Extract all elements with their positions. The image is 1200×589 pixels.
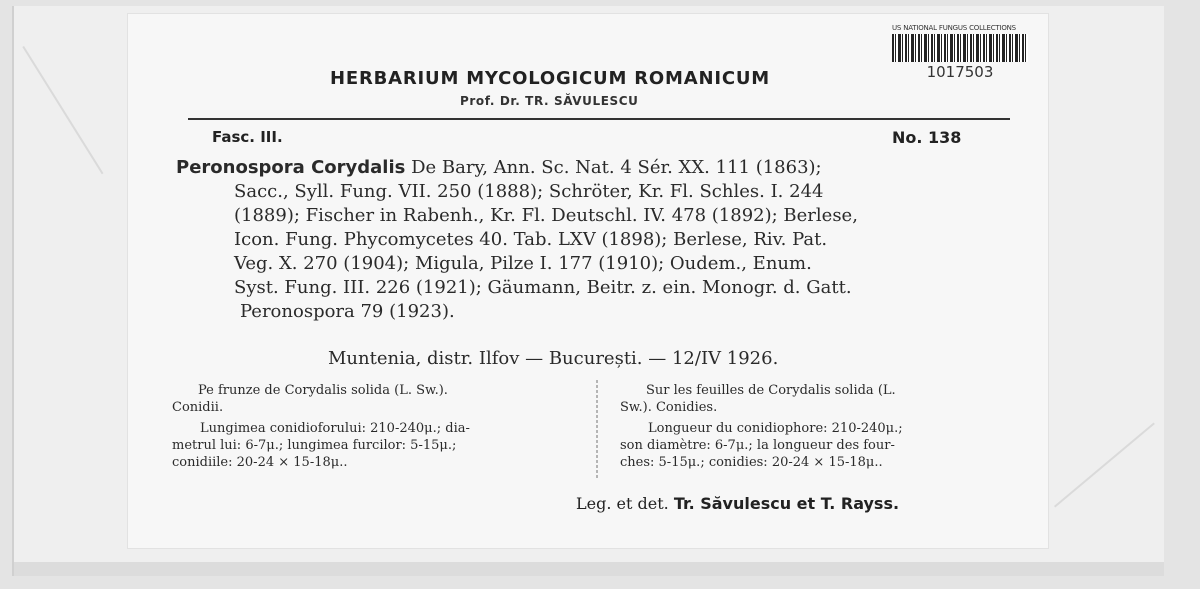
barcode-caption: US NATIONAL FUNGUS COLLECTIONS	[892, 24, 1016, 32]
citation-line: Icon. Fung. Phycomycetes 40. Tab. LXV (1898); Berlese, Riv. Pat.	[234, 229, 828, 250]
romanian-description	[172, 382, 470, 471]
fascicle-label: Fasc. III.	[212, 128, 283, 146]
description-line: Sw.). Conidies.	[620, 400, 718, 415]
french-description	[620, 382, 903, 471]
description-line: Longueur du conidiophore: 210-240μ.;	[648, 421, 903, 436]
description-line: Pe frunze de Corydalis solida (L. Sw.).	[198, 383, 448, 398]
description-line: ches: 5-15μ.; conidies: 20-24 × 15-18μ..	[620, 455, 883, 470]
header-rule	[188, 118, 1010, 120]
collector-line	[576, 494, 899, 513]
citation-line: Veg. X. 270 (1904); Migula, Pilze I. 177 (1910); Oudem., Enum.	[234, 253, 812, 274]
description-line: metrul lui: 6-7μ.; lungimea furcilor: 5-15μ.;	[172, 438, 457, 453]
envelope-bottom-edge	[14, 562, 1164, 576]
citation-block	[176, 156, 1016, 324]
specimen-number: No. 138	[892, 128, 962, 147]
collector-prefix: Leg. et det.	[576, 494, 674, 513]
citation-line-text: De Bary, Ann. Sc. Nat. 4 Sér. XX. 111 (1863);	[405, 157, 822, 178]
herbarium-title: HERBARIUM MYCOLOGICUM ROMANICUM	[330, 68, 770, 89]
description-line: Sur les feuilles de Corydalis solida (L.	[646, 383, 896, 398]
citation-line	[176, 156, 1016, 180]
envelope-fold-line	[1054, 422, 1155, 507]
citation-line: Peronospora 79 (1923).	[240, 301, 455, 322]
species-name: Peronospora Corydalis	[176, 157, 406, 178]
barcode-icon	[892, 34, 1028, 62]
description-line: Conidii.	[172, 400, 224, 415]
description-line: Lungimea conidioforului: 210-240μ.; dia-	[200, 421, 470, 436]
citation-line: Sacc., Syll. Fung. VII. 250 (1888); Schröter, Kr. Fl. Schles. I. 244	[234, 181, 824, 202]
collector-names: Tr. Săvulescu et T. Rayss.	[673, 494, 900, 513]
herbarium-subtitle: Prof. Dr. TR. SĂVULESCU	[460, 94, 639, 108]
locality-line: Muntenia, distr. Ilfov — București. — 12/IV 1926.	[328, 348, 779, 369]
description-line: conidiile: 20-24 × 15-18μ..	[172, 455, 348, 470]
description-line: son diamètre: 6-7μ.; la longueur des four-	[620, 438, 895, 453]
citation-line: (1889); Fischer in Rabenh., Kr. Fl. Deutschl. IV. 478 (1892); Berlese,	[234, 205, 858, 226]
column-divider	[596, 380, 598, 480]
barcode-block	[892, 24, 1034, 94]
barcode-number: 1017503	[926, 63, 994, 81]
envelope-fold-line	[22, 46, 103, 174]
citation-line: Syst. Fung. III. 226 (1921); Gäumann, Beitr. z. ein. Monogr. d. Gatt.	[234, 277, 852, 298]
